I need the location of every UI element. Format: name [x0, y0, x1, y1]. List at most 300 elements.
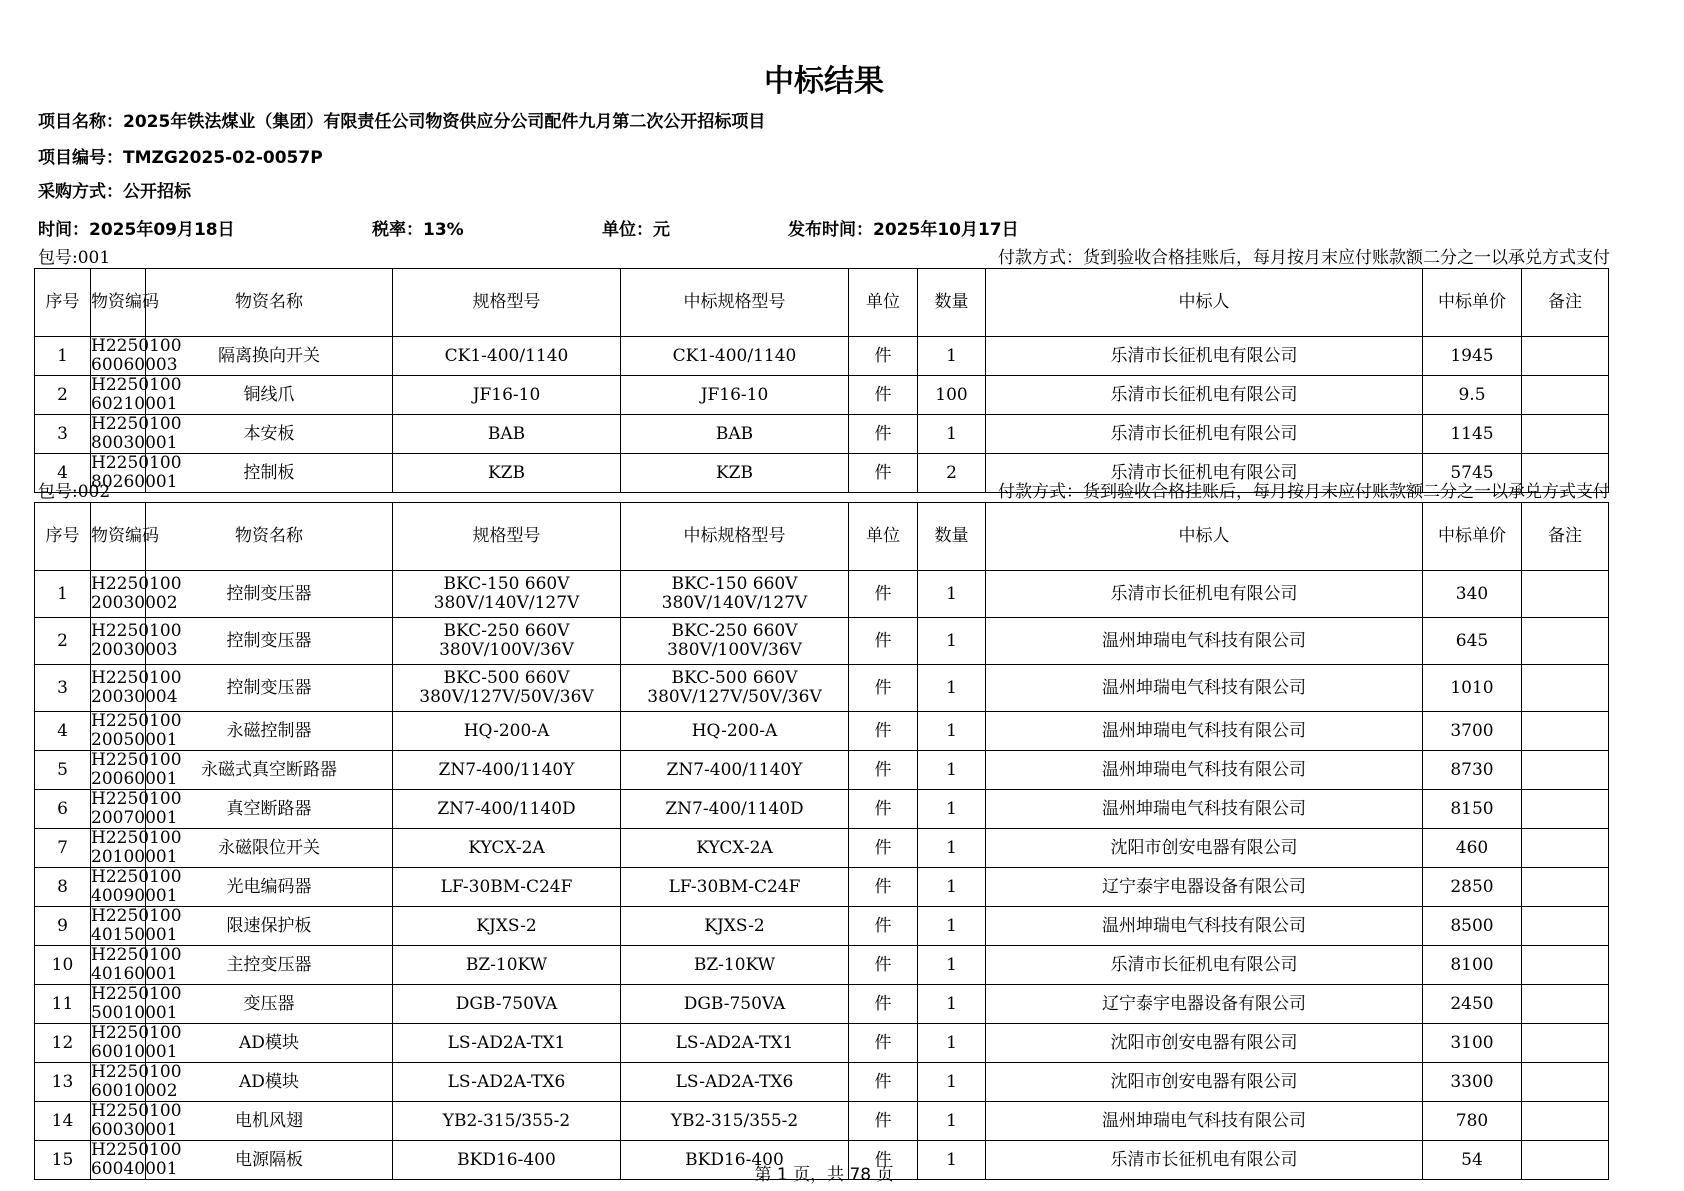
- cell-win-spec: [621, 985, 849, 1024]
- cell-win-spec: [621, 337, 849, 376]
- cell-remark: [1522, 415, 1609, 454]
- cell-code: [91, 945, 182, 985]
- material-code-part: 60010001: [91, 1042, 178, 1062]
- cell-seq: 14: [35, 1102, 91, 1141]
- package-table: [34, 502, 1609, 1180]
- cell-remark: [1522, 337, 1609, 376]
- cell-qty: 1: [918, 665, 986, 712]
- package-table: [34, 268, 1609, 493]
- cell-qty: 1: [918, 1063, 986, 1102]
- spec-line: DGB-750VA: [455, 993, 558, 1014]
- cell-name: 永磁控制器: [146, 712, 393, 751]
- material-code-part: 20050001: [91, 730, 178, 750]
- table-row: [35, 946, 1609, 985]
- cell-remark: [1522, 868, 1609, 907]
- cell-spec: [393, 618, 621, 665]
- cell-price: 5745: [1423, 454, 1522, 493]
- material-code-part: H2250100: [91, 867, 182, 887]
- material-code-part: 80030001: [91, 433, 178, 453]
- cell-qty: 1: [918, 337, 986, 376]
- material-code-part: 40150001: [91, 925, 178, 945]
- cell-unit: 件: [849, 454, 918, 493]
- cell-unit: 件: [849, 712, 918, 751]
- cell-seq: 8: [35, 868, 91, 907]
- cell-qty: 1: [918, 1102, 986, 1141]
- cell-winner: 温州坤瑞电气科技有限公司: [986, 907, 1423, 946]
- cell-winner: 辽宁泰宇电器设备有限公司: [986, 985, 1423, 1024]
- table-row: [35, 618, 1609, 665]
- material-code-part: 20100001: [91, 847, 178, 867]
- cell-spec: [393, 376, 621, 415]
- material-code-part: 20030003: [91, 640, 178, 660]
- bid-time: 时间：2025年09月18日: [38, 220, 235, 240]
- table-row: [35, 1102, 1609, 1141]
- cell-remark: [1522, 829, 1609, 868]
- spec-line: ZN7-400/1140Y: [666, 759, 803, 780]
- cell-name: 光电编码器: [146, 868, 393, 907]
- cell-winner: 沈阳市创安电器有限公司: [986, 829, 1423, 868]
- cell-winner: 温州坤瑞电气科技有限公司: [986, 618, 1423, 665]
- spec-line: JF16-10: [472, 384, 541, 405]
- cell-winner: 沈阳市创安电器有限公司: [986, 1063, 1423, 1102]
- table-row: [35, 376, 1609, 415]
- cell-name: 永磁限位开关: [146, 829, 393, 868]
- cell-qty: 1: [918, 907, 986, 946]
- cell-win-spec: [621, 790, 849, 829]
- material-code-part: 40090001: [91, 886, 178, 906]
- cell-remark: [1522, 790, 1609, 829]
- cell-code: [91, 906, 182, 946]
- cell-win-spec: [621, 1063, 849, 1102]
- header-remark: 备注: [1522, 503, 1609, 571]
- currency-unit: 单位：元: [602, 220, 670, 240]
- cell-spec: [393, 1063, 621, 1102]
- project-name: 项目名称：2025年铁法煤业（集团）有限责任公司物资供应分公司配件九月第二次公开招标项目: [38, 112, 766, 132]
- material-code-part: 60040001: [91, 1159, 178, 1179]
- header-spec: 规格型号: [393, 503, 621, 571]
- table-row: [35, 665, 1609, 712]
- cell-price: 645: [1423, 618, 1522, 665]
- spec-line: CK1-400/1140: [672, 345, 797, 366]
- cell-spec: [393, 571, 621, 618]
- cell-price: 3700: [1423, 712, 1522, 751]
- material-code-part: 20070001: [91, 808, 178, 828]
- spec-line: ZN7-400/1140D: [665, 798, 804, 819]
- package-header: [38, 482, 1610, 502]
- spec-line: YB2-315/355-2: [442, 1110, 571, 1131]
- header-remark: 备注: [1522, 269, 1609, 337]
- cell-seq: 2: [35, 618, 91, 665]
- cell-seq: 12: [35, 1024, 91, 1063]
- cell-unit: 件: [849, 829, 918, 868]
- material-code-part: H2250100: [91, 789, 182, 809]
- cell-remark: [1522, 1102, 1609, 1141]
- spec-line: 380V/127V/50V/36V: [419, 687, 594, 707]
- header-code: 物资编码: [91, 269, 146, 337]
- payment-terms: 付款方式：货到验收合格挂账后，每月按月末应付账款额二分之一以承兑方式支付: [998, 248, 1610, 268]
- cell-unit: 件: [849, 1063, 918, 1102]
- page-title: 中标结果: [764, 64, 884, 99]
- spec-line: BKD16-400: [685, 1149, 784, 1170]
- cell-name: AD模块: [146, 1063, 393, 1102]
- spec-line: KJXS-2: [704, 915, 765, 936]
- spec-line: HQ-200-A: [463, 720, 550, 741]
- material-code-part: H2250100: [91, 668, 182, 688]
- table-row: [35, 1063, 1609, 1102]
- cell-seq: 13: [35, 1063, 91, 1102]
- spec-line: LS-AD2A-TX1: [675, 1032, 794, 1053]
- material-code-part: H2250100: [91, 336, 182, 356]
- cell-code: [91, 867, 182, 907]
- material-code-part: H2250100: [91, 375, 182, 395]
- cell-price: 2850: [1423, 868, 1522, 907]
- material-code-part: H2250100: [91, 1101, 182, 1121]
- cell-qty: 1: [918, 1024, 986, 1063]
- spec-line: 380V/140V/127V: [433, 593, 580, 613]
- cell-unit: 件: [849, 415, 918, 454]
- cell-spec: [393, 946, 621, 985]
- cell-unit: 件: [849, 376, 918, 415]
- table-row: [35, 829, 1609, 868]
- cell-unit: 件: [849, 907, 918, 946]
- cell-unit: 件: [849, 337, 918, 376]
- spec-line: KZB: [715, 462, 753, 483]
- cell-remark: [1522, 712, 1609, 751]
- cell-remark: [1522, 571, 1609, 618]
- spec-line: LF-30BM-C24F: [440, 876, 573, 897]
- package-label: 包号:001: [38, 248, 111, 268]
- cell-winner: 乐清市长征机电有限公司: [986, 571, 1423, 618]
- cell-price: 8730: [1423, 751, 1522, 790]
- cell-seq: 5: [35, 751, 91, 790]
- table-row: [35, 985, 1609, 1024]
- cell-unit: 件: [849, 946, 918, 985]
- cell-win-spec: [621, 868, 849, 907]
- cell-code: [91, 1062, 182, 1102]
- cell-remark: [1522, 751, 1609, 790]
- spec-line: 380V/127V/50V/36V: [647, 687, 822, 707]
- material-code-part: H2250100: [91, 750, 182, 770]
- header-price: 中标单价: [1423, 269, 1522, 337]
- spec-line: BKC-150 660V: [443, 574, 570, 594]
- cell-unit: 件: [849, 790, 918, 829]
- header-seq: 序号: [35, 503, 91, 571]
- material-code-part: H2250100: [91, 945, 182, 965]
- cell-price: 780: [1423, 1102, 1522, 1141]
- spec-line: KYCX-2A: [696, 837, 773, 858]
- cell-code: [91, 828, 182, 868]
- cell-seq: 6: [35, 790, 91, 829]
- material-code-part: 40160001: [91, 964, 178, 984]
- cell-win-spec: [621, 907, 849, 946]
- spec-line: BZ-10KW: [465, 954, 548, 975]
- header-win-spec: 中标规格型号: [621, 503, 849, 571]
- spec-line: YB2-315/355-2: [670, 1110, 799, 1131]
- table-row: [35, 790, 1609, 829]
- header-qty: 数量: [918, 503, 986, 571]
- spec-line: BAB: [715, 423, 754, 444]
- cell-qty: 1: [918, 571, 986, 618]
- cell-winner: 沈阳市创安电器有限公司: [986, 1024, 1423, 1063]
- header-seq: 序号: [35, 269, 91, 337]
- cell-name: 主控变压器: [146, 946, 393, 985]
- header-winner: 中标人: [986, 503, 1423, 571]
- spec-line: BKC-250 660V: [671, 621, 798, 641]
- material-code-part: H2250100: [91, 828, 182, 848]
- cell-unit: 件: [849, 571, 918, 618]
- cell-price: 9.5: [1423, 376, 1522, 415]
- cell-code: [91, 750, 182, 790]
- spec-line: KYCX-2A: [468, 837, 545, 858]
- cell-win-spec: [621, 415, 849, 454]
- spec-line: LF-30BM-C24F: [668, 876, 801, 897]
- cell-name: 真空断路器: [146, 790, 393, 829]
- cell-seq: 2: [35, 376, 91, 415]
- table-row: [35, 337, 1609, 376]
- material-code-part: 20060001: [91, 769, 178, 789]
- cell-unit: 件: [849, 618, 918, 665]
- cell-price: 54: [1423, 1141, 1522, 1180]
- spec-line: LS-AD2A-TX6: [447, 1071, 566, 1092]
- material-code-part: H2250100: [91, 574, 182, 594]
- spec-line: LS-AD2A-TX1: [447, 1032, 566, 1053]
- cell-name: 隔离换向开关: [146, 337, 393, 376]
- cell-spec: [393, 712, 621, 751]
- spec-line: BKC-150 660V: [671, 574, 798, 594]
- package-label: 包号:002: [38, 482, 111, 502]
- cell-unit: 件: [849, 1024, 918, 1063]
- tax-rate: 税率：13%: [372, 220, 464, 240]
- cell-qty: 1: [918, 1141, 986, 1180]
- cell-qty: 1: [918, 946, 986, 985]
- cell-price: 1010: [1423, 665, 1522, 712]
- cell-name: 控制板: [146, 454, 393, 493]
- cell-name: 控制变压器: [146, 665, 393, 712]
- cell-name: 电源隔板: [146, 1141, 393, 1180]
- cell-winner: 乐清市长征机电有限公司: [986, 415, 1423, 454]
- cell-seq: 11: [35, 985, 91, 1024]
- cell-unit: 件: [849, 985, 918, 1024]
- cell-price: 1145: [1423, 415, 1522, 454]
- cell-seq: 15: [35, 1141, 91, 1180]
- cell-price: 340: [1423, 571, 1522, 618]
- table-row: [35, 1024, 1609, 1063]
- table-row: [35, 571, 1609, 618]
- cell-seq: 3: [35, 415, 91, 454]
- spec-line: CK1-400/1140: [444, 345, 569, 366]
- cell-seq: 4: [35, 712, 91, 751]
- cell-seq: 7: [35, 829, 91, 868]
- material-code-part: 80260001: [91, 472, 178, 492]
- cell-win-spec: [621, 1102, 849, 1141]
- cell-spec: [393, 665, 621, 712]
- material-code-part: H2250100: [91, 1140, 182, 1160]
- cell-winner: 辽宁泰宇电器设备有限公司: [986, 868, 1423, 907]
- cell-remark: [1522, 1024, 1609, 1063]
- cell-qty: 1: [918, 712, 986, 751]
- material-code-part: 50010001: [91, 1003, 178, 1023]
- cell-seq: 1: [35, 571, 91, 618]
- cell-win-spec: [621, 618, 849, 665]
- header-win-spec: 中标规格型号: [621, 269, 849, 337]
- material-code-part: 60010002: [91, 1081, 178, 1101]
- cell-win-spec: [621, 712, 849, 751]
- table-row: [35, 712, 1609, 751]
- cell-code: [91, 375, 182, 415]
- spec-line: BAB: [487, 423, 526, 444]
- cell-win-spec: [621, 1024, 849, 1063]
- cell-spec: [393, 868, 621, 907]
- material-code-part: H2250100: [91, 414, 182, 434]
- cell-winner: 温州坤瑞电气科技有限公司: [986, 712, 1423, 751]
- header-spec: 规格型号: [393, 269, 621, 337]
- cell-win-spec: [621, 665, 849, 712]
- cell-name: 变压器: [146, 985, 393, 1024]
- cell-win-spec: [621, 376, 849, 415]
- cell-name: 本安板: [146, 415, 393, 454]
- cell-unit: 件: [849, 868, 918, 907]
- cell-unit: 件: [849, 751, 918, 790]
- page-footer: 第 1 页，共 78 页: [754, 1165, 894, 1185]
- header-price: 中标单价: [1423, 503, 1522, 571]
- cell-price: 3300: [1423, 1063, 1522, 1102]
- spec-line: BKD16-400: [457, 1149, 556, 1170]
- spec-line: ZN7-400/1140D: [437, 798, 576, 819]
- cell-seq: 9: [35, 907, 91, 946]
- header-qty: 数量: [918, 269, 986, 337]
- payment-terms: 付款方式：货到验收合格挂账后，每月按月末应付账款额二分之一以承兑方式支付: [998, 482, 1610, 502]
- cell-seq: 1: [35, 337, 91, 376]
- cell-name: AD模块: [146, 1024, 393, 1063]
- cell-qty: 1: [918, 829, 986, 868]
- cell-name: 控制变压器: [146, 571, 393, 618]
- cell-name: 控制变压器: [146, 618, 393, 665]
- cell-code: [91, 1023, 182, 1063]
- table-row: [35, 907, 1609, 946]
- cell-spec: [393, 829, 621, 868]
- cell-remark: [1522, 1063, 1609, 1102]
- cell-seq: 4: [35, 454, 91, 493]
- cell-qty: 2: [918, 454, 986, 493]
- spec-line: BKC-500 660V: [443, 668, 570, 688]
- cell-winner: 乐清市长征机电有限公司: [986, 946, 1423, 985]
- cell-win-spec: [621, 946, 849, 985]
- cell-qty: 1: [918, 751, 986, 790]
- table-row: [35, 415, 1609, 454]
- cell-code: [91, 665, 182, 712]
- cell-win-spec: [621, 829, 849, 868]
- spec-line: ZN7-400/1140Y: [438, 759, 575, 780]
- cell-spec: [393, 907, 621, 946]
- header-name: 物资名称: [146, 503, 393, 571]
- header-name: 物资名称: [146, 269, 393, 337]
- table-row: [35, 868, 1609, 907]
- material-code-part: 60210001: [91, 394, 178, 414]
- cell-qty: 100: [918, 376, 986, 415]
- table-row: [35, 751, 1609, 790]
- cell-unit: 件: [849, 665, 918, 712]
- cell-name: 铜线爪: [146, 376, 393, 415]
- cell-code: [91, 618, 182, 665]
- cell-price: 8150: [1423, 790, 1522, 829]
- spec-line: KZB: [487, 462, 525, 483]
- spec-line: JF16-10: [700, 384, 769, 405]
- cell-spec: [393, 415, 621, 454]
- header-winner: 中标人: [986, 269, 1423, 337]
- cell-unit: 件: [849, 1102, 918, 1141]
- spec-line: HQ-200-A: [691, 720, 778, 741]
- meta-info-row: [38, 215, 1138, 240]
- cell-winner: 温州坤瑞电气科技有限公司: [986, 665, 1423, 712]
- cell-win-spec: [621, 751, 849, 790]
- spec-line: BKC-250 660V: [443, 621, 570, 641]
- publish-time: 发布时间：2025年10月17日: [788, 220, 1019, 240]
- project-code: 项目编号：TMZG2025-02-0057P: [38, 148, 323, 168]
- cell-code: [91, 414, 182, 454]
- cell-qty: 1: [918, 415, 986, 454]
- cell-remark: [1522, 376, 1609, 415]
- cell-code: [91, 711, 182, 751]
- cell-name: 永磁式真空断路器: [146, 751, 393, 790]
- cell-spec: [393, 985, 621, 1024]
- cell-spec: [393, 1102, 621, 1141]
- cell-code: [91, 336, 182, 376]
- cell-price: 8100: [1423, 946, 1522, 985]
- cell-winner: 温州坤瑞电气科技有限公司: [986, 790, 1423, 829]
- material-code-part: 60060003: [91, 355, 178, 375]
- spec-line: BZ-10KW: [693, 954, 776, 975]
- cell-price: 460: [1423, 829, 1522, 868]
- cell-spec: [393, 751, 621, 790]
- material-code-part: 60030001: [91, 1120, 178, 1140]
- cell-spec: [393, 337, 621, 376]
- material-code-part: H2250100: [91, 1023, 182, 1043]
- material-code-part: H2250100: [91, 711, 182, 731]
- material-code-part: 20030002: [91, 593, 178, 613]
- material-code-part: H2250100: [91, 1062, 182, 1082]
- cell-winner: 乐清市长征机电有限公司: [986, 1141, 1423, 1180]
- cell-qty: 1: [918, 618, 986, 665]
- cell-name: 电机风翅: [146, 1102, 393, 1141]
- material-code-part: H2250100: [91, 906, 182, 926]
- cell-price: 2450: [1423, 985, 1522, 1024]
- cell-price: 8500: [1423, 907, 1522, 946]
- cell-name: 限速保护板: [146, 907, 393, 946]
- material-code-part: 20030004: [91, 687, 178, 707]
- material-code-part: H2250100: [91, 621, 182, 641]
- spec-line: LS-AD2A-TX6: [675, 1071, 794, 1092]
- cell-seq: 10: [35, 946, 91, 985]
- cell-remark: [1522, 665, 1609, 712]
- cell-unit: 件: [849, 1141, 918, 1180]
- cell-winner: 温州坤瑞电气科技有限公司: [986, 751, 1423, 790]
- spec-line: 380V/140V/127V: [661, 593, 808, 613]
- cell-code: [91, 571, 182, 618]
- cell-winner: 乐清市长征机电有限公司: [986, 337, 1423, 376]
- spec-line: 380V/100V/36V: [439, 640, 574, 660]
- spec-line: 380V/100V/36V: [667, 640, 802, 660]
- spec-line: DGB-750VA: [683, 993, 786, 1014]
- cell-spec: [393, 790, 621, 829]
- cell-seq: 3: [35, 665, 91, 712]
- header-unit: 单位: [849, 503, 918, 571]
- cell-remark: [1522, 985, 1609, 1024]
- cell-winner: 乐清市长征机电有限公司: [986, 454, 1423, 493]
- cell-win-spec: [621, 571, 849, 618]
- cell-winner: 温州坤瑞电气科技有限公司: [986, 1102, 1423, 1141]
- cell-code: [91, 1101, 182, 1141]
- spec-line: KJXS-2: [476, 915, 537, 936]
